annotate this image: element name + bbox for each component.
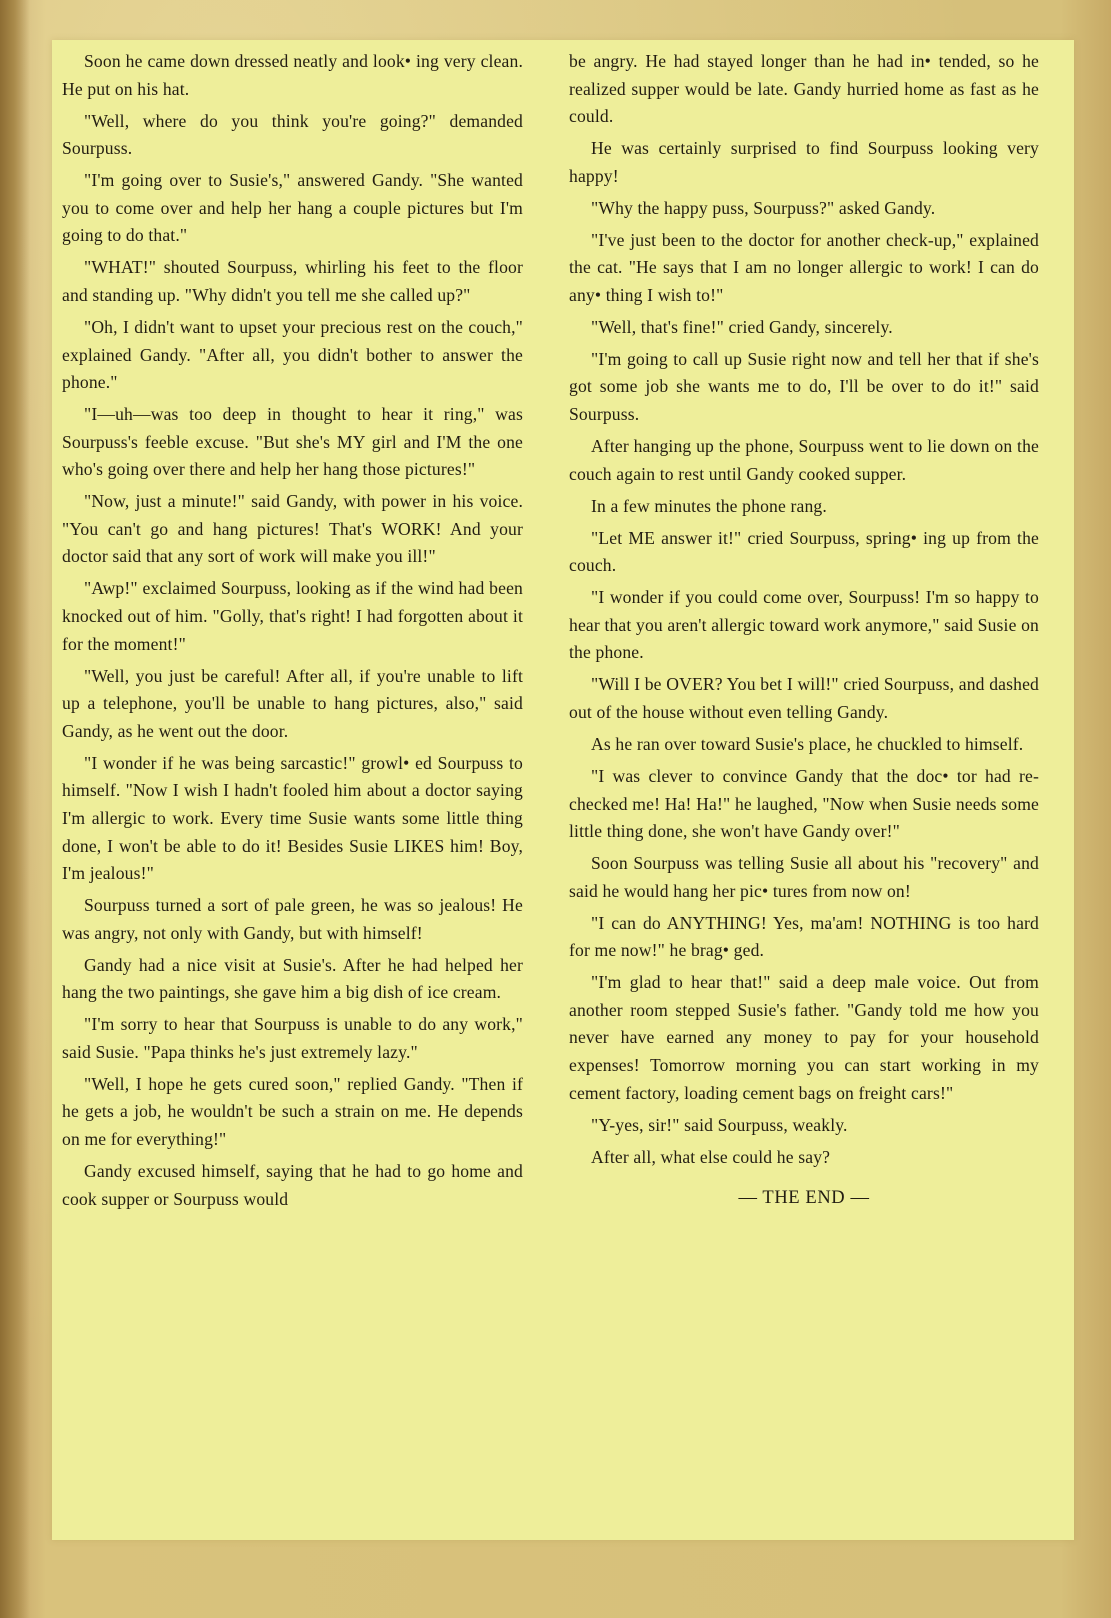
paragraph: "I'm going over to Susie's," answered Gandy. "She wanted you to come over and help her hang a couple pictures but I'm going to do that."	[62, 170, 523, 246]
paragraph: Sourpuss turned a sort of pale green, he was so jealous! He was angry, not only with Gandy, but with himself!	[62, 895, 523, 943]
paragraph: "I'm going to call up Susie right now and tell her that if she's got some job she wants me to do, I'll be over to do it!" said Sourpuss.	[569, 348, 1039, 425]
paragraph: "Let ME answer it!" cried Sourpuss, spring• ing up from the couch.	[569, 527, 1039, 576]
paragraph: "I wonder if you could come over, Sourpuss! I'm so happy to hear that you aren't allergic toward work anymore," said Susie on the phone.	[569, 587, 1039, 663]
paragraph: "I wonder if he was being sarcastic!" growl• ed Sourpuss to himself. "Now I wish I hadn't fooled him about a doctor saying I'm allergic to work. Every time Susie wants some little thing done, I won't be able to do it! Besides Susie LIKES him! Boy, I'm jealous!"	[62, 752, 523, 884]
paragraph: "I'm sorry to hear that Sourpuss is unable to do any work," said Susie. "Papa thinks he's just extremely lazy."	[62, 1014, 523, 1062]
paragraph: "Well, where do you think you're going?" demanded Sourpuss.	[62, 110, 523, 159]
paragraph: "I've just been to the doctor for another check-up," explained the cat. "He says that I am no longer allergic to work! I can do any• thing I wish to!"	[569, 229, 1039, 305]
story-text-block	[52, 40, 1074, 1540]
paragraph: Soon he came down dressed neatly and look• ing very clean. He put on his hat.	[62, 51, 523, 99]
paragraph: In a few minutes the phone rang.	[591, 495, 827, 516]
left-column	[62, 48, 523, 1218]
paragraph: "WHAT!" shouted Sourpuss, whirling his feet to the floor and standing up. "Why didn't you tell me she called up?"	[62, 257, 523, 305]
paragraph: "Awp!" exclaimed Sourpuss, looking as if the wind had been knocked out of him. "Golly, that's right! I had forgotten about it for the moment!"	[62, 578, 523, 654]
page-spine-shadow	[0, 0, 30, 1618]
paragraph: "Well, that's fine!" cried Gandy, sincerely.	[591, 316, 893, 337]
paragraph: Soon Sourpuss was telling Susie all about his "recovery" and said he would hang her pic• tures from now on!	[569, 853, 1039, 901]
paragraph: "Why the happy puss, Sourpuss?" asked Gandy.	[591, 197, 936, 218]
the-end-marker: — THE END —	[738, 1188, 870, 1209]
paragraph: "I'm glad to hear that!" said a deep male voice. Out from another room stepped Susie's father. "Gandy told me how you never have earned any money to pay for your household expenses! Tomorrow morning you can start working in my cement factory, loading cement bags on freight cars!"	[569, 972, 1039, 1103]
paragraph: "Well, you just be careful! After all, if you're unable to lift up a telephone, you'll be unable to hang pictures, also," said Gandy, as he went out the door.	[62, 665, 523, 741]
paragraph: As he ran over toward Susie's place, he chuckled to himself.	[591, 733, 1024, 754]
paragraph: Gandy had a nice visit at Susie's. After he had helped her hang the two paintings, she gave him a big dish of ice cream.	[62, 954, 523, 1003]
paragraph: He was certainly surprised to find Sourpuss looking very happy!	[569, 138, 1039, 186]
paragraph: After all, what else could he say?	[591, 1146, 831, 1167]
paragraph: "I—uh—was too deep in thought to hear it ring," was Sourpuss's feeble excuse. "But she's MY girl and I'M the one who's going over there and help her hang those pictures!"	[62, 404, 523, 480]
right-column	[569, 48, 1039, 1217]
paragraph: "I was clever to convince Gandy that the doc• tor had re-checked me! Ha! Ha!" he laughed, "Now when Susie needs some little thing done, she won't have Gandy over!"	[569, 765, 1039, 842]
paragraph-continuation: be angry. He had stayed longer than he had in• tended, so he realized supper would be late. Gandy hurried home as fast as he could.	[569, 51, 1039, 127]
paragraph: After hanging up the phone, Sourpuss went to lie down on the couch again to rest until Gandy cooked supper.	[569, 436, 1039, 484]
paragraph: "Oh, I didn't want to upset your precious rest on the couch," explained Gandy. "After all, you didn't bother to answer the phone."	[62, 316, 523, 393]
paragraph: "Now, just a minute!" said Gandy, with power in his voice. "You can't go and hang pictures! That's WORK! And your doctor said that any sort of work will make you ill!"	[62, 491, 523, 567]
paragraph: "Will I be OVER? You bet I will!" cried Sourpuss, and dashed out of the house without even telling Gandy.	[569, 674, 1039, 722]
paragraph: "Well, I hope he gets cured soon," replied Gandy. "Then if he gets a job, he wouldn't be such a strain on me. He depends on me for everything!"	[62, 1073, 523, 1150]
paragraph: "I can do ANYTHING! Yes, ma'am! NOTHING is too hard for me now!" he brag• ged.	[569, 912, 1039, 961]
paragraph: Gandy excused himself, saying that he had to go home and cook supper or Sourpuss would	[62, 1161, 523, 1209]
paragraph: "Y-yes, sir!" said Sourpuss, weakly.	[591, 1114, 848, 1135]
